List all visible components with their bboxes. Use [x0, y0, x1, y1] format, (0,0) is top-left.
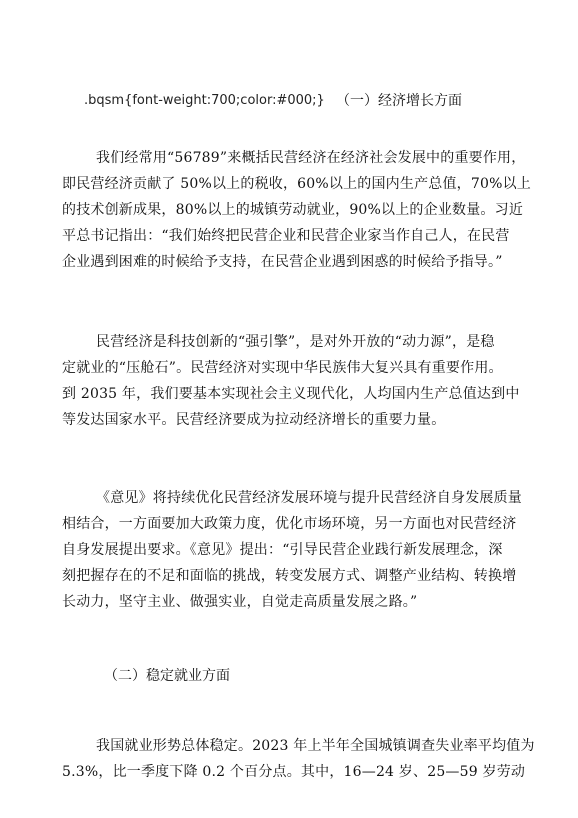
paragraph-1-line-5: 企业遇到困难的时候给予支持，在民营企业遇到困惑的时候给予指导。” — [62, 254, 503, 270]
section-heading-economic-growth: （一）经济增长方面 — [336, 93, 462, 109]
paragraph-1-line-3: 的技术创新成果，80%以上的城镇劳动就业，90%以上的企业数量。习近 — [62, 202, 524, 218]
paragraph-2-line-4: 等发达国家水平。民营经济要成为拉动经济增长的重要力量。 — [62, 412, 446, 428]
stray-css-text: .bqsm{font-weight:700;color:#000;} — [84, 93, 325, 108]
paragraph-4-line-2: 5.3%，比一季度下降 0.2 个百分点。其中，16—24 岁、25—59 岁劳动 — [62, 764, 526, 780]
paragraph-2-line-2: 定就业的“压舱石”。民营经济对实现中华民族伟大复兴具有重要作用。 — [62, 360, 503, 376]
paragraph-3-line-2: 相结合，一方面要加大政策力度，优化市场环境，另一方面也对民营经济 — [62, 516, 517, 532]
paragraph-3-line-1: 《意见》将持续优化民营经济发展环境与提升民营经济自身发展质量 — [96, 490, 522, 506]
paragraph-1-line-2: 即民营经济贡献了 50%以上的税收，60%以上的国内生产总值，70%以上 — [62, 176, 532, 192]
paragraph-2-line-1: 民营经济是科技创新的“强引擎”，是对外开放的“动力源”，是稳 — [96, 334, 495, 350]
paragraph-1-line-1: 我们经常用“56789”来概括民营经济在经济社会发展中的重要作用， — [96, 150, 526, 166]
paragraph-3-line-3: 自身发展提出要求。《意见》提出：“引导民营企业践行新发展理念，深 — [62, 542, 503, 558]
paragraph-1-line-4: 平总书记指出：“我们始终把民营企业和民营企业家当作自己人，在民营 — [62, 228, 510, 244]
paragraph-3-line-5: 长动力，坚守主业、做强实业，自觉走高质量发展之路。” — [62, 594, 418, 610]
section-heading-employment: （二）稳定就业方面 — [104, 668, 230, 684]
paragraph-4-line-1: 我国就业形势总体稳定。2023 年上半年全国城镇调查失业率平均值为 — [96, 738, 535, 754]
paragraph-3-line-4: 刻把握存在的不足和面临的挑战，转变发展方式、调整产业结构、转换增 — [62, 568, 517, 584]
paragraph-2-line-3: 到 2035 年，我们要基本实现社会主义现代化，人均国内生产总值达到中 — [62, 386, 520, 402]
